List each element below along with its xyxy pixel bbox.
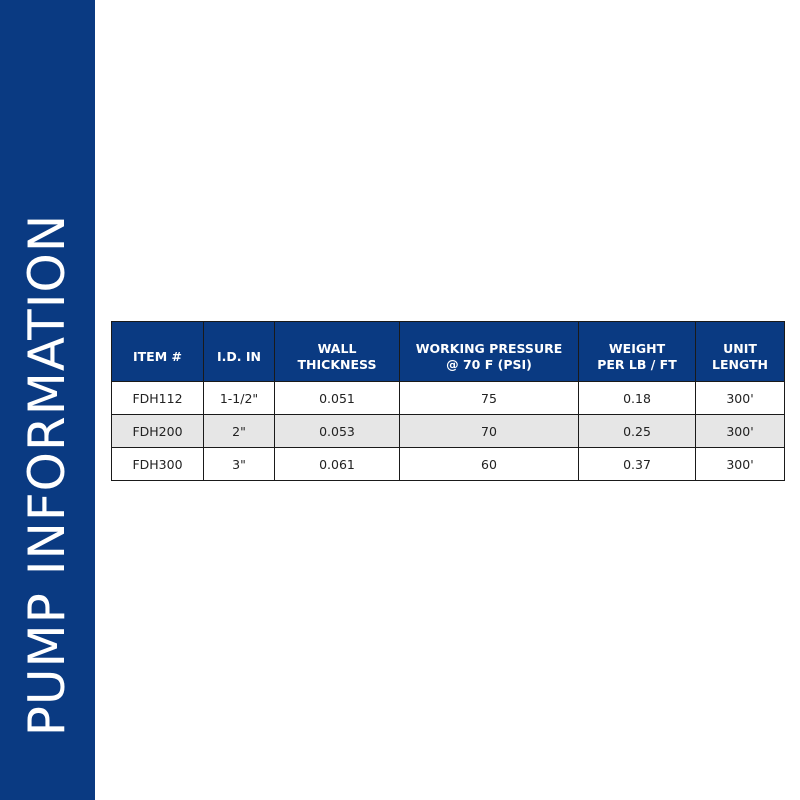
cell-id: 3" [204,448,275,481]
header-working-pressure: WORKING PRESSURE @ 70 F (PSI) [400,322,579,382]
cell-id: 2" [204,415,275,448]
cell-wall-thickness: 0.061 [275,448,400,481]
cell-weight: 0.18 [579,382,696,415]
table-header-row [112,322,785,382]
cell-working-pressure: 70 [400,415,579,448]
cell-working-pressure: 75 [400,382,579,415]
spec-table [111,321,785,481]
header-id: I.D. IN [204,322,275,382]
cell-unit-length: 300' [696,415,785,448]
cell-working-pressure: 60 [400,448,579,481]
cell-unit-length: 300' [696,448,785,481]
banner-title: PUMP INFORMATION [18,213,76,737]
header-weight: WEIGHT PER LB / FT [579,322,696,382]
cell-item: FDH112 [112,382,204,415]
header-item: ITEM # [112,322,204,382]
cell-weight: 0.37 [579,448,696,481]
cell-item: FDH300 [112,448,204,481]
table-row [112,448,785,481]
cell-item: FDH200 [112,415,204,448]
header-wall-thickness: WALL THICKNESS [275,322,400,382]
cell-id: 1-1/2" [204,382,275,415]
table-row [112,415,785,448]
cell-wall-thickness: 0.053 [275,415,400,448]
cell-wall-thickness: 0.051 [275,382,400,415]
cell-unit-length: 300' [696,382,785,415]
side-banner [0,0,95,800]
table-row [112,382,785,415]
header-unit-length: UNIT LENGTH [696,322,785,382]
cell-weight: 0.25 [579,415,696,448]
